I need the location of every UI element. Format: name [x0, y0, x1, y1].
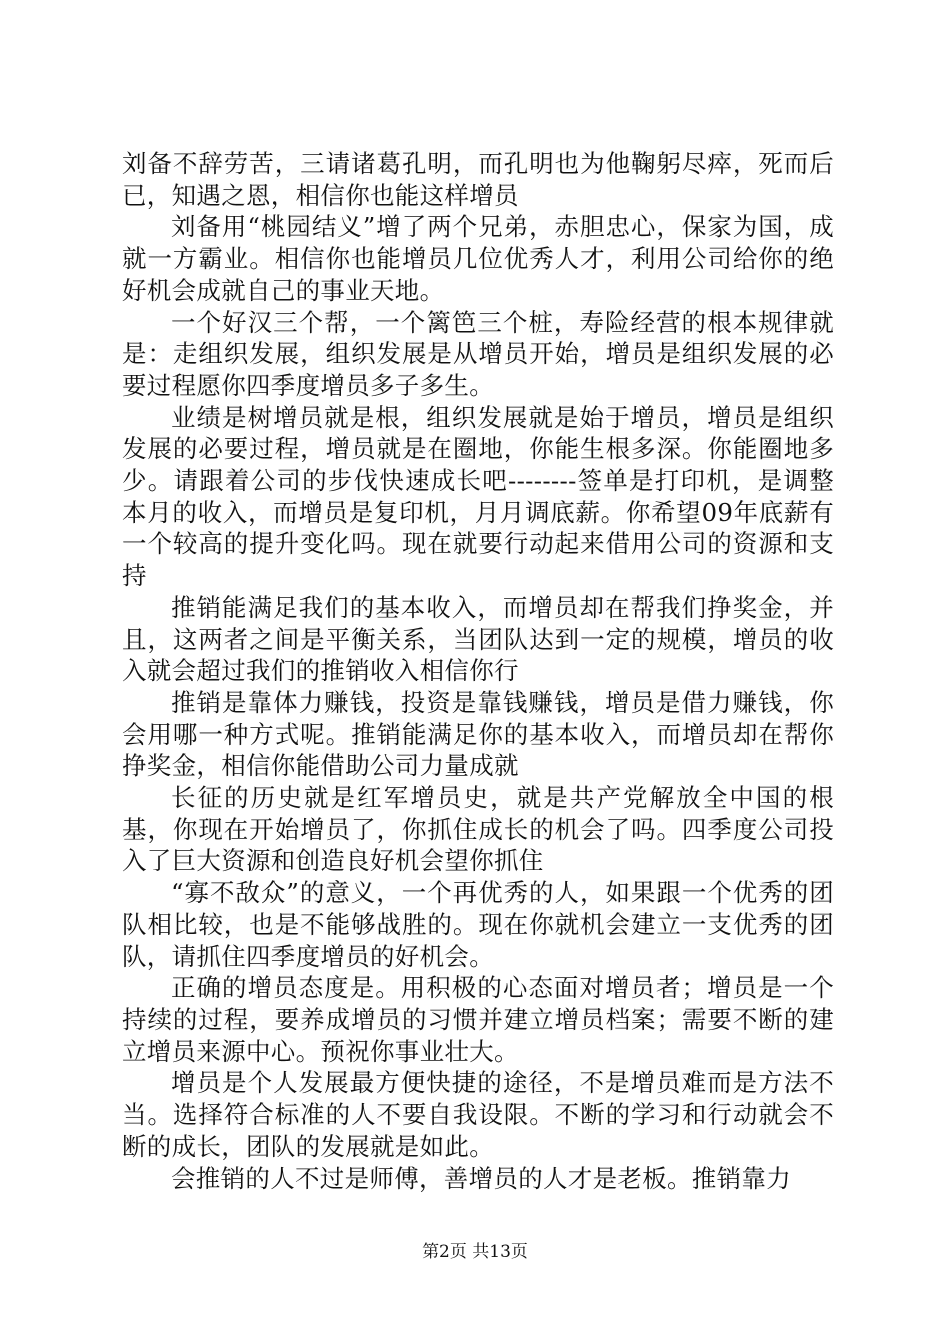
page-footer: 第2页 共13页: [422, 1242, 528, 1262]
paragraph: 刘备用“桃园结义”增了两个兄弟，赤胆忠心，保家为国，成就一方霸业。相信你也能增员几位优秀人才，利用公司给你的绝好机会成就自己的事业天地。: [122, 212, 834, 305]
paragraph: 增员是个人发展最方便快捷的途径，不是增员难而是方法不当。选择符合标准的人不要自我设限。不断的学习和行动就会不断的成长，团队的发展就是如此。: [122, 1068, 834, 1161]
paragraph: 会推销的人不过是师傅，善增员的人才是老板。推销靠力: [171, 1163, 791, 1193]
paragraph: 一个好汉三个帮，一个篱笆三个桩，寿险经营的根本规律就是：走组织发展，组织发展是从增员开始，增员是组织发展的必要过程愿你四季度增员多子多生。: [122, 307, 834, 400]
paragraph: “寡不敌众”的意义，一个再优秀的人，如果跟一个优秀的团队相比较，也是不能够战胜的。现在你就机会建立一支优秀的团队，请抓住四季度增员的好机会。: [122, 878, 834, 971]
paragraph: 正确的增员态度是。用积极的心态面对增员者；增员是一个持续的过程，要养成增员的习惯并建立增员档案；需要不断的建立增员来源中心。预祝你事业壮大。: [122, 973, 834, 1066]
paragraph: 业绩是树增员就是根，组织发展就是始于增员，增员是组织发展的必要过程，增员就是在圈地，你能生根多深。你能圈地多少。请跟着公司的步伐快速成长吧--------签单是打印机，是调整本月的收入，而增员是复印机，月月调底薪。你希望09年底薪有一个较高的提升变化吗。现在就要行动起来借用公司的资源和支持: [122, 402, 834, 591]
paragraph: 长征的历史就是红军增员史，就是共产党解放全中国的根基，你现在开始增员了，你抓住成长的机会了吗。四季度公司投入了巨大资源和创造良好机会望你抓住: [122, 783, 834, 876]
paragraph: 推销能满足我们的基本收入，而增员却在帮我们挣奖金，并且，这两者之间是平衡关系，当团队达到一定的规模，增员的收入就会超过我们的推销收入相信你行: [122, 592, 834, 686]
paragraph: 刘备不辞劳苦，三请诸葛孔明，而孔明也为他鞠躬尽瘁，死而后已，知遇之恩，相信你也能这样增员: [122, 149, 834, 210]
paragraph: 推销是靠体力赚钱，投资是靠钱赚钱，增员是借力赚钱，你会用哪一种方式呢。推销能满足你的基本收入，而增员却在帮你挣奖金，相信你能借助公司力量成就: [122, 687, 834, 781]
document-body: [122, 148, 834, 1194]
